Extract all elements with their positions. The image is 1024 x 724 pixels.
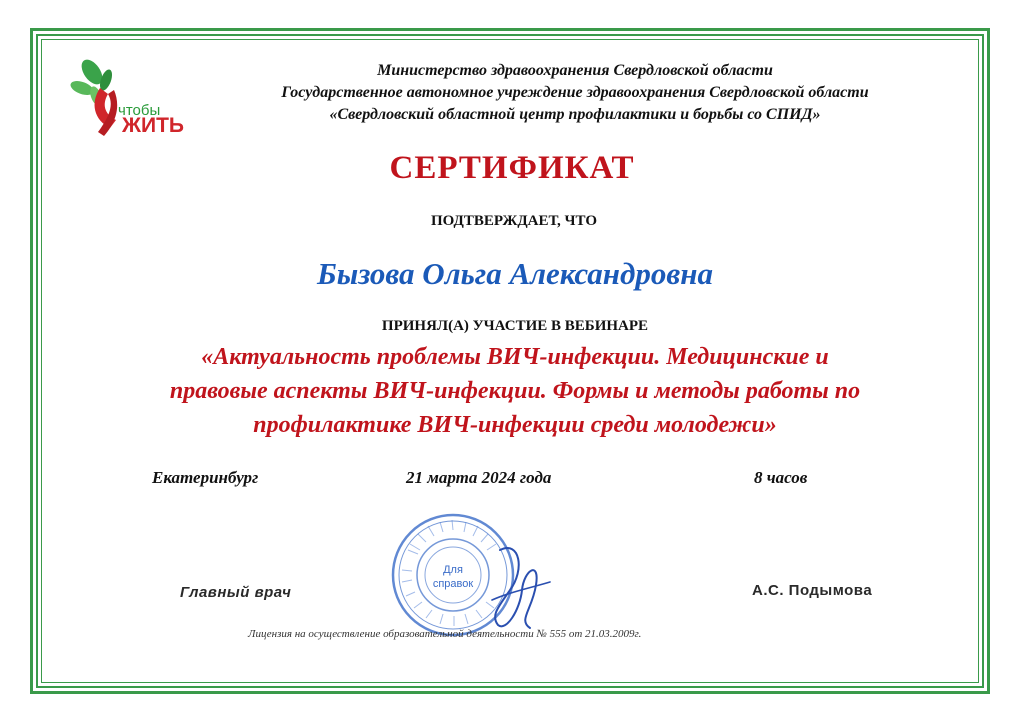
logo	[70, 58, 200, 140]
stamp-text-2: справок	[432, 578, 474, 590]
webinar-title-line: «Актуальность проблемы ВИЧ-инфекции. Медицинские и	[201, 344, 829, 370]
recipient-name: Бызова Ольга Александровна	[317, 256, 713, 291]
city: Екатеринбург	[152, 468, 259, 487]
org-line-2: Государственное автономное учреждение здравоохранения Свердловской области	[281, 84, 869, 101]
certificate-title: СЕРТИФИКАТ	[389, 150, 635, 186]
signatory-role: Главный врач	[180, 584, 292, 601]
webinar-title-line: правовые аспекты ВИЧ-инфекции. Формы и методы работы по	[169, 378, 861, 404]
signature-scribble-icon	[470, 530, 560, 640]
stamp-text-1: Для	[443, 564, 463, 576]
participated-text: ПРИНЯЛ(А) УЧАСТИЕ В ВЕБИНАРЕ	[381, 318, 649, 334]
confirms-text: ПОДТВЕРЖДАЕТ, ЧТО	[430, 213, 598, 229]
logo-small-text: чтобы	[118, 102, 161, 119]
logo-big-text: ЖИТЬ	[122, 114, 184, 137]
license-text: Лицензия на осуществление образовательной деятельности № 555 от 21.03.2009г.	[248, 628, 642, 640]
handwritten-signature	[470, 530, 560, 640]
webinar-title-line: профилактике ВИЧ-инфекции среди молодежи»	[253, 412, 777, 438]
org-line-3: «Свердловский областной центр профилактики и борьбы со СПИД»	[329, 106, 821, 123]
signatory-name: А.С. Подымова	[752, 582, 873, 599]
org-line-1: Министерство здравоохранения Свердловской области	[377, 62, 773, 79]
date: 21 марта 2024 года	[406, 468, 552, 487]
hours: 8 часов	[754, 468, 808, 487]
